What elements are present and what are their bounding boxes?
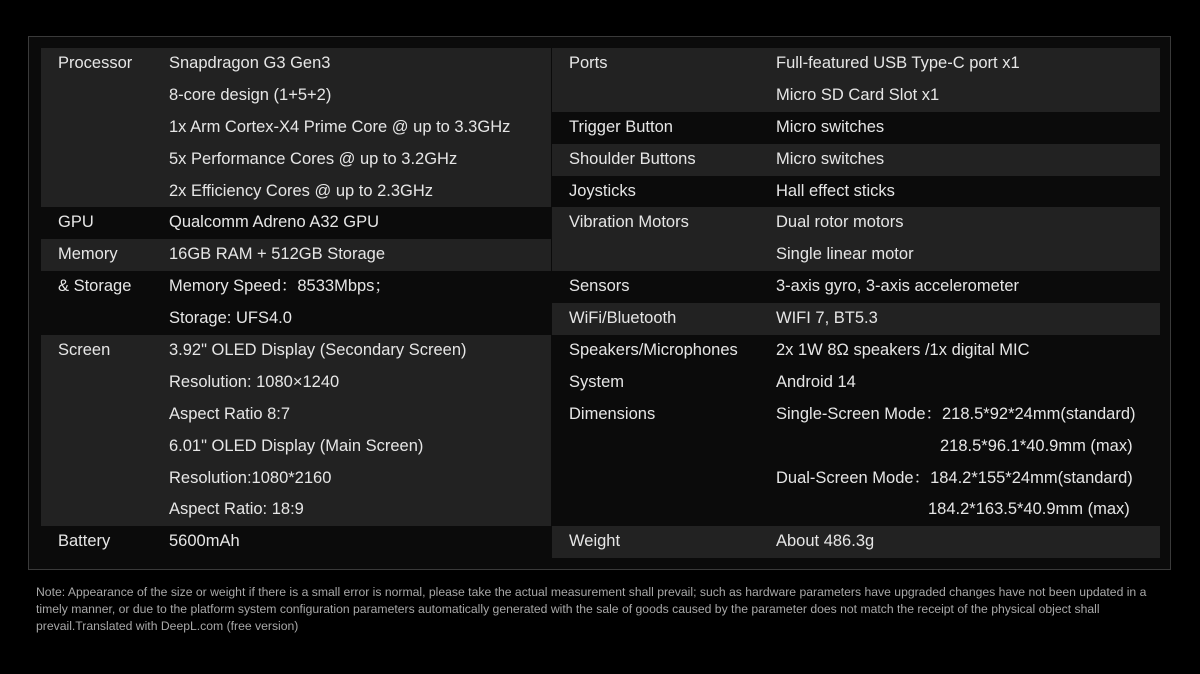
footnote: Note: Appearance of the size or weight if there is a small error is normal, please take the actual measurement shall prevail; such as hardware parameters have upgraded changes have not been updated in a timely manner, or due to the platform system configuration parameters automatically generated with the sale of goods caused by the parameter does not match the receipt of the physical object shall prevail.Translated with DeepL.com (free version): [36, 585, 1147, 633]
spec-row-wifi-bluetooth: [552, 303, 1160, 335]
spec-row-speakers-microphones: [552, 335, 1160, 367]
spec-line: [552, 367, 1160, 399]
spec-value: Snapdragon G3 Gen3: [169, 54, 331, 72]
spec-value: Resolution: 1080×1240: [169, 372, 340, 391]
spec-label: Shoulder Buttons: [569, 149, 696, 168]
spec-line: [41, 207, 551, 239]
spec-line: [552, 48, 1160, 80]
spec-line: [552, 526, 1160, 558]
spec-value: Single linear motor: [776, 245, 914, 264]
spec-value: Micro switches: [776, 149, 885, 168]
spec-row-vibration-motors: [552, 207, 1160, 271]
spec-value: 5x Performance Cores @ up to 3.2GHz: [169, 149, 458, 168]
spec-value: 8-core design (1+5+2): [169, 85, 332, 104]
spec-row-sensors: [552, 271, 1160, 303]
spec-value: 5600mAh: [169, 532, 240, 551]
spec-row-system: [552, 367, 1160, 399]
spec-label: Dimensions: [569, 404, 656, 423]
spec-line: [552, 144, 1160, 176]
spec-line: [552, 112, 1160, 144]
spec-label: & Storage: [58, 277, 132, 296]
spec-line: [41, 271, 551, 303]
spec-column-left: [41, 48, 551, 558]
spec-value: Storage: UFS4.0: [169, 309, 292, 328]
spec-line: [41, 399, 551, 431]
spec-line: [552, 239, 1160, 271]
spec-value: 218.5*96.1*40.9mm (max): [940, 436, 1133, 455]
spec-label: Speakers/Microphones: [569, 341, 738, 360]
spec-label: GPU: [58, 213, 94, 232]
spec-value: WIFI 7, BT5.3: [776, 309, 878, 328]
spec-value: 184.2*163.5*40.9mm (max): [928, 500, 1130, 519]
spec-label: Processor: [58, 54, 133, 72]
spec-value: 16GB RAM + 512GB Storage: [169, 245, 385, 264]
spec-label: Screen: [58, 341, 111, 360]
spec-value: Micro switches: [776, 117, 885, 136]
spec-value: Aspect Ratio 8:7: [169, 404, 291, 423]
spec-row-screen: [41, 335, 551, 526]
spec-line: [552, 207, 1160, 239]
spec-line: [41, 494, 551, 526]
spec-line: [41, 431, 551, 463]
spec-label: Joysticks: [569, 181, 636, 200]
spec-line: [552, 303, 1160, 335]
spec-label: Vibration Motors: [569, 213, 689, 232]
spec-line: [41, 48, 551, 80]
spec-value: Full-featured USB Type-C port x1: [776, 54, 1020, 72]
spec-value: Micro SD Card Slot x1: [776, 85, 940, 104]
spec-line: [552, 271, 1160, 303]
spec-value: Dual rotor motors: [776, 213, 904, 232]
spec-row-gpu: [41, 207, 551, 239]
spec-line: [552, 176, 1160, 208]
spec-line: [552, 80, 1160, 112]
spec-value: Android 14: [776, 372, 856, 391]
spec-line: [552, 463, 1160, 495]
spec-value: Dual-Screen Mode：184.2*155*24mm(standard): [776, 468, 1133, 487]
spec-row-ports: [552, 48, 1160, 112]
spec-line: [41, 526, 551, 558]
spec-row-shoulder-buttons: [552, 144, 1160, 176]
spec-label: Ports: [569, 54, 608, 72]
spec-row-battery: [41, 526, 551, 558]
spec-row-trigger-button: [552, 112, 1160, 144]
spec-row-storage: [41, 271, 551, 335]
spec-value: Memory Speed：8533Mbps；: [169, 277, 391, 296]
spec-line: [41, 367, 551, 399]
spec-line: [552, 399, 1160, 431]
spec-row-dimensions: [552, 399, 1160, 527]
spec-line: [41, 80, 551, 112]
spec-line: [41, 144, 551, 176]
spec-value: Resolution:1080*2160: [169, 468, 332, 487]
spec-row-weight: [552, 526, 1160, 558]
spec-label: Trigger Button: [569, 117, 673, 136]
spec-line: [41, 239, 551, 271]
spec-value: Aspect Ratio: 18:9: [169, 500, 304, 519]
spec-row-joysticks: [552, 176, 1160, 208]
spec-line: [41, 335, 551, 367]
spec-value: 2x Efficiency Cores @ up to 2.3GHz: [169, 181, 434, 200]
spec-row-memory: [41, 239, 551, 271]
spec-value: 3.92" OLED Display (Secondary Screen): [169, 341, 467, 360]
spec-line: [552, 431, 1160, 463]
spec-label: Battery: [58, 532, 111, 551]
spec-line: [41, 463, 551, 495]
spec-line: [41, 176, 551, 208]
spec-line: [552, 335, 1160, 367]
spec-value: About 486.3g: [776, 532, 875, 551]
spec-label: Sensors: [569, 277, 630, 296]
spec-value: Qualcomm Adreno A32 GPU: [169, 213, 380, 232]
spec-label: WiFi/Bluetooth: [569, 309, 677, 328]
spec-value: 3-axis gyro, 3-axis accelerometer: [776, 277, 1020, 296]
spec-value: Single-Screen Mode：218.5*92*24mm(standard): [776, 404, 1136, 423]
spec-label: Memory: [58, 245, 118, 264]
spec-line: [41, 303, 551, 335]
spec-label: Weight: [569, 532, 621, 551]
spec-column-right: [552, 48, 1160, 558]
spec-value: 1x Arm Cortex-X4 Prime Core @ up to 3.3GHz: [169, 117, 511, 136]
spec-value: Hall effect sticks: [776, 181, 895, 200]
spec-line: [41, 112, 551, 144]
spec-label: System: [569, 372, 625, 391]
spec-value: 6.01" OLED Display (Main Screen): [169, 436, 424, 455]
spec-value: 2x 1W 8Ω speakers /1x digital MIC: [776, 341, 1030, 360]
spec-row-processor: [41, 48, 551, 207]
spec-line: [552, 494, 1160, 526]
